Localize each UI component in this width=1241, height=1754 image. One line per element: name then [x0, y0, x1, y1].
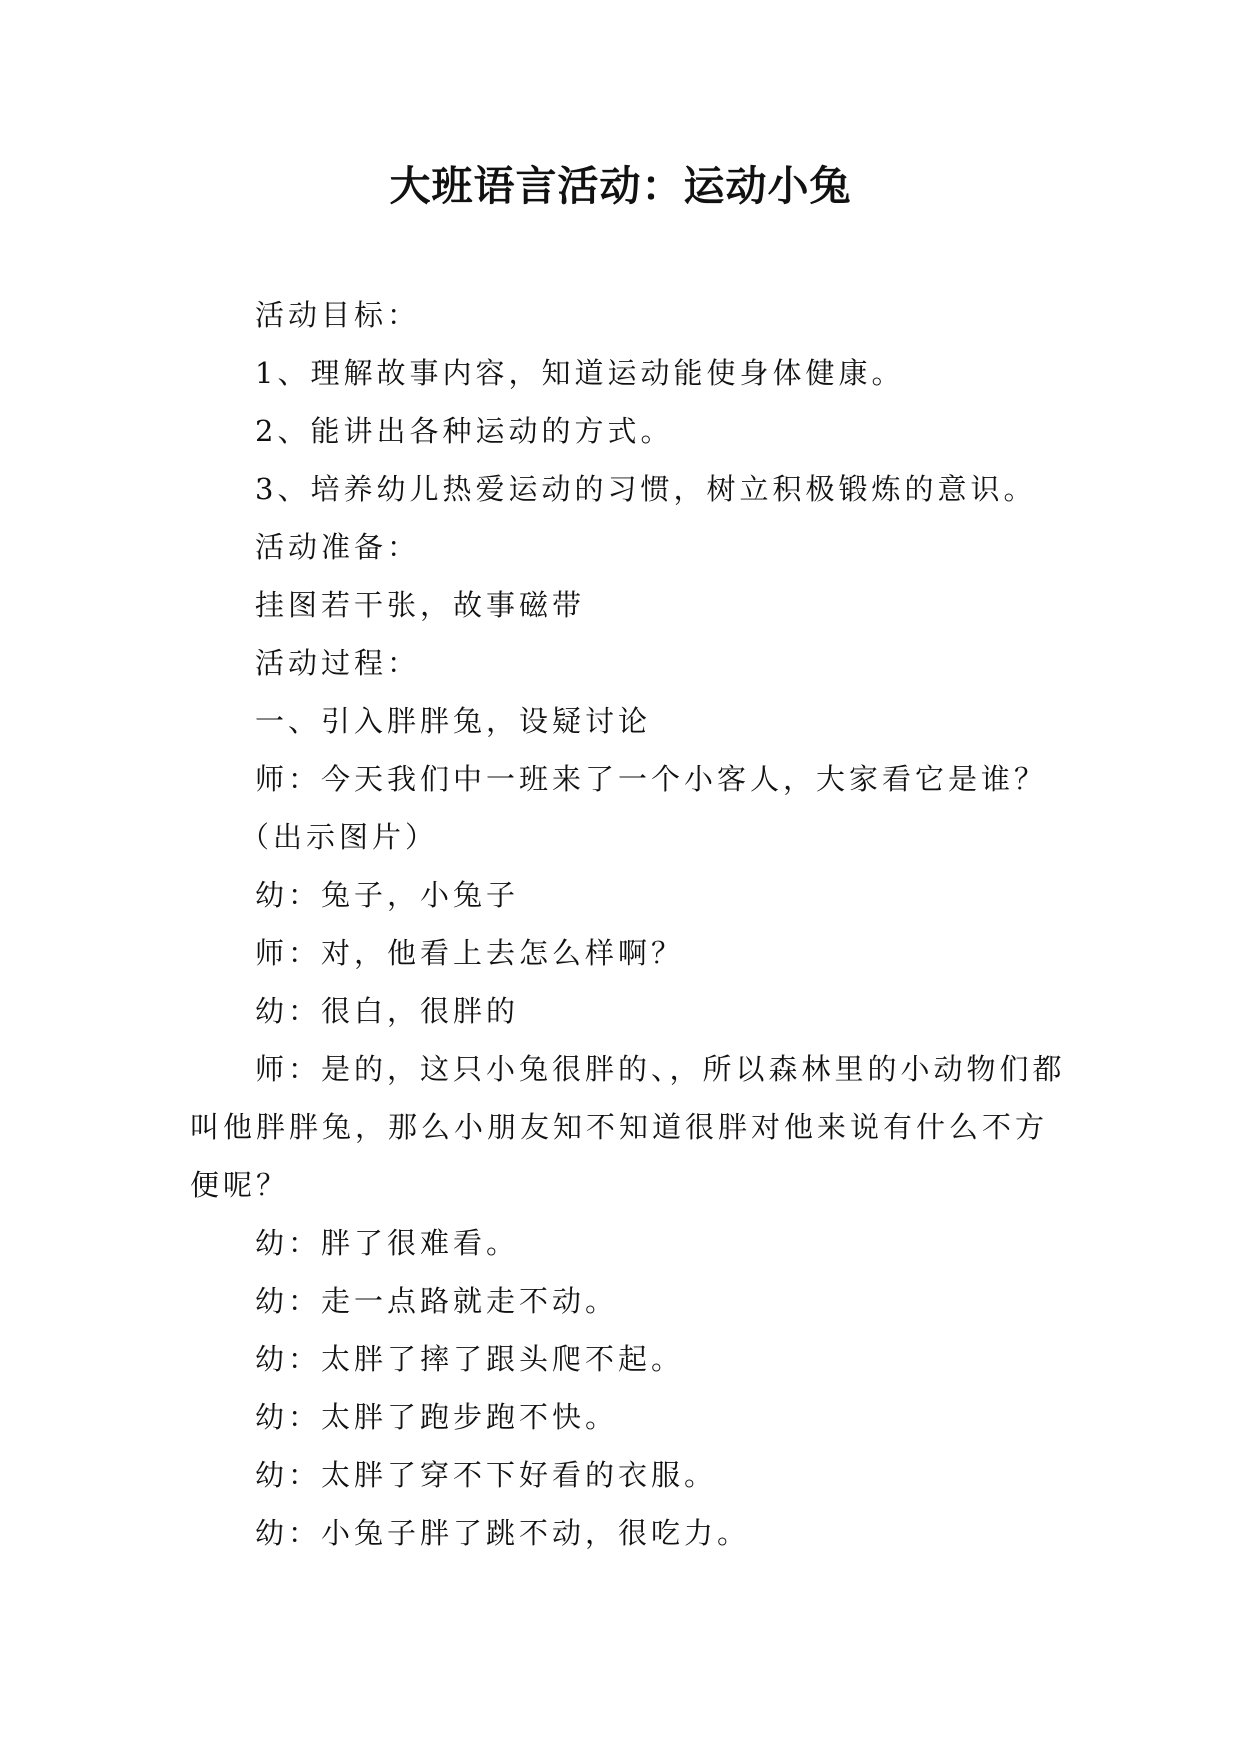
paragraph-dialogue: 师：对，他看上去怎么样啊？ [255, 936, 685, 970]
paragraph-dialogue: 师：今天我们中一班来了一个小客人，大家看它是谁？ [255, 762, 1048, 796]
paragraph-goal-2: 2、能讲出各种运动的方式。 [255, 414, 674, 448]
document-title: 大班语言活动：运动小兔 [389, 162, 852, 210]
paragraph-dialogue: 幼：小兔子胖了跳不动，很吃力。 [255, 1516, 751, 1550]
paragraph-process-heading: 活动过程： [255, 646, 421, 680]
paragraph-preparation-heading: 活动准备： [255, 530, 421, 564]
paragraph-dialogue: 师：是的，这只小兔很胖的、，所以森林里的小动物们都叫他胖胖兔，那么小朋友知不知道很胖对他来说有什么不方便呢？ [190, 1052, 1066, 1202]
paragraph-dialogue: 幼：兔子，小兔子 [255, 878, 520, 912]
paragraph-dialogue: 幼：太胖了跑步跑不快。 [255, 1400, 619, 1434]
document-body [190, 286, 1070, 1562]
paragraph-dialogue: 幼：太胖了摔了跟头爬不起。 [255, 1342, 685, 1376]
paragraph-step-1: 一、引入胖胖兔，设疑讨论 [255, 704, 652, 738]
paragraph-dialogue: 幼：走一点路就走不动。 [255, 1284, 619, 1318]
paragraph-dialogue: 幼：很白，很胖的 [255, 994, 520, 1028]
paragraph-dialogue: 幼：胖了很难看。 [255, 1226, 520, 1260]
paragraph-goal-1: 1、理解故事内容，知道运动能使身体健康。 [255, 356, 905, 390]
paragraph-dialogue: （出示图片） [240, 820, 439, 854]
paragraph-preparation: 挂图若干张，故事磁带 [255, 588, 586, 622]
paragraph-goal-3: 3、培养幼儿热爱运动的习惯，树立积极锻炼的意识。 [255, 472, 1037, 506]
paragraph-dialogue: 幼：太胖了穿不下好看的衣服。 [255, 1458, 718, 1492]
paragraph-goals-heading: 活动目标： [255, 298, 421, 332]
